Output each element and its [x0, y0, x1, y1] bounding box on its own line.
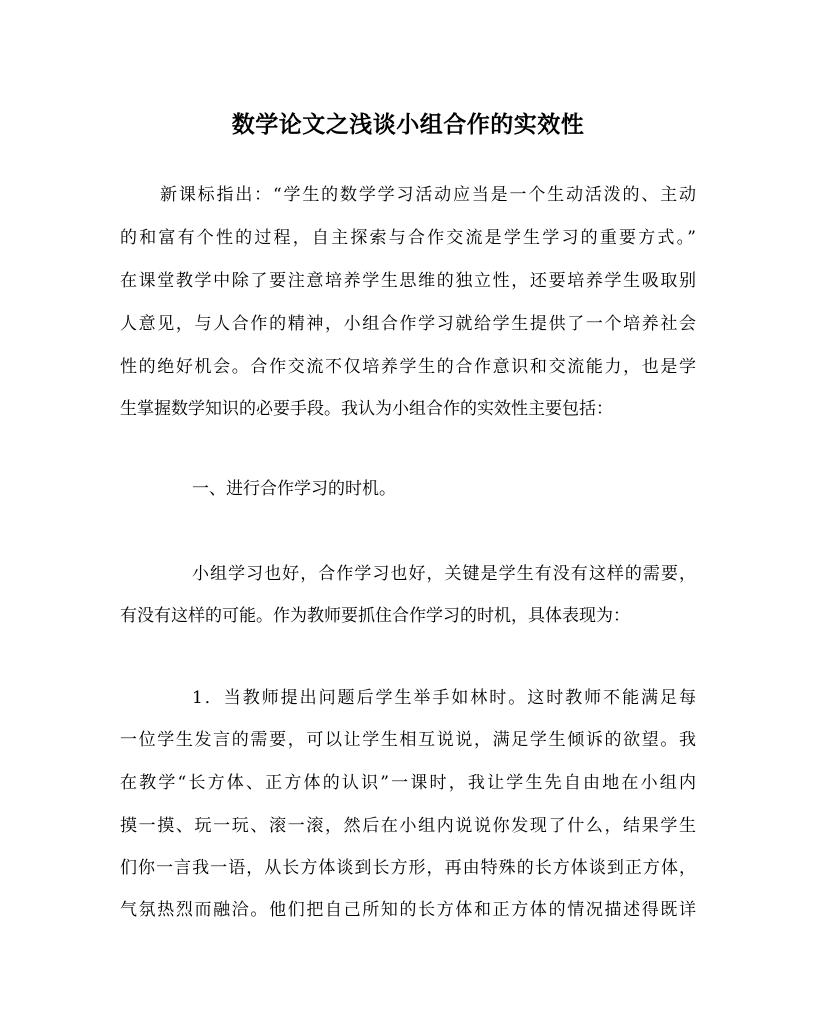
- paragraph-line: 们你一言我一语，从长方体谈到长方形，再由特殊的长方体谈到正方体，: [120, 858, 696, 878]
- paragraph-line: 摸一摸、玩一玩、滚一滚，然后在小组内说说你发现了什么，结果学生: [120, 816, 696, 836]
- paragraph-line: 小组学习也好，合作学习也好，关键是学生有没有这样的需要，: [192, 564, 696, 584]
- paragraph-line: 人意见，与人合作的精神，小组合作学习就给学生提供了一个培养社会: [120, 314, 696, 334]
- paragraph-line: 的和富有个性的过程，自主探索与合作交流是学生学习的重要方式。”: [120, 228, 696, 248]
- paragraph-line: 一位学生发言的需要，可以让学生相互说说，满足学生倾诉的欲望。我: [120, 730, 696, 750]
- paragraph-line: 性的绝好机会。合作交流不仅培养学生的合作意识和交流能力，也是学: [120, 357, 696, 377]
- paragraph-line: 有没有这样的可能。作为教师要抓住合作学习的时机，具体表现为：: [120, 606, 630, 626]
- paragraph-line: 新课标指出：“学生的数学学习活动应当是一个生动活泼的、主动: [160, 185, 696, 205]
- paragraph-line: 在教学“长方体、正方体的认识”一课时，我让学生先自由地在小组内: [120, 773, 696, 793]
- document-title: 数学论文之浅谈小组合作的实效性: [231, 111, 585, 138]
- paragraph-line: 气氛热烈而融洽。他们把自己所知的长方体和正方体的情况描述得既详: [120, 900, 696, 920]
- paragraph-line: 在课堂教学中除了要注意培养学生思维的独立性，还要培养学生吸取别: [120, 271, 696, 291]
- section-heading: 一、进行合作学习的时机。: [192, 479, 396, 499]
- paragraph-line: 生掌握数学知识的必要手段。我认为小组合作的实效性主要包括：: [120, 399, 613, 419]
- paragraph-line: 1．当教师提出问题后学生举手如林时。这时教师不能满足每: [192, 688, 696, 708]
